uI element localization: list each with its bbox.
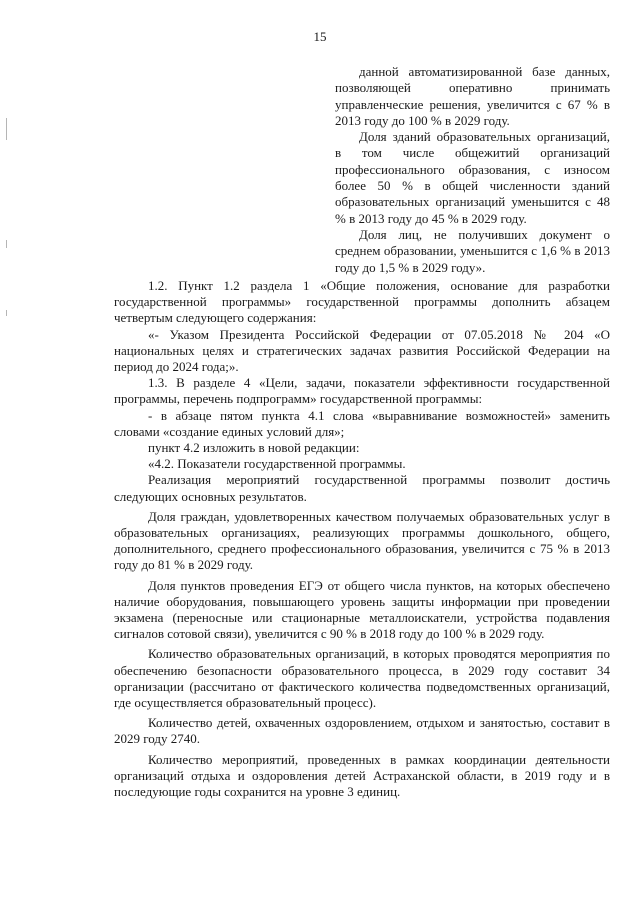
paragraph: Доля лиц, не получивших документ о среднем образовании, уменьшится с 1,6 % в 2013 году до 1,5 % в 2029 году». (335, 226, 610, 275)
paragraph: данной автоматизированной базе данных, позволяющей оперативно принимать управленческие решения, увеличится с 67 % в 2013 году до 100 % в 2029 году. (335, 64, 610, 128)
paragraph: 1.2. Пункт 1.2 раздела 1 «Общие положения, основание для разработки государственной программы» государственной программы дополнить абзацем четвертым следующего содержания: (114, 278, 610, 326)
paragraph: Реализация мероприятий государственной программы позволит достичь следующих основных результатов. (114, 472, 610, 504)
paragraph: «4.2. Показатели государственной программы. (148, 456, 406, 472)
scan-mark (6, 118, 7, 140)
paragraph: Количество образовательных организаций, в которых проводятся мероприятия по обеспечению безопасности образовательного процесса, в 2029 году составит 34 организации (рассчитано от фактического количества подведомственных организаций, где осуществляется образовательный процесс). (114, 646, 610, 711)
page-number: 15 (313, 29, 327, 44)
scan-mark (6, 240, 7, 248)
paragraph: Доля пунктов проведения ЕГЭ от общего числа пунктов, на которых обеспечено наличие оборудования, повышающего уровень защиты информации при проведении экзамена (переносные или стационарные металлоискатели, устройства подавления сигналов сотовой связи), увеличится с 90 % в 2018 году до 100 % в 2029 году. (114, 577, 610, 642)
main-text-body (114, 278, 610, 800)
paragraph: «- Указом Президента Российской Федерации от 07.05.2018 № 204 «О национальных целях и стратегических задачах развития Российской Федерации на период до 2024 года;». (114, 326, 610, 375)
paragraph: пункт 4.2 изложить в новой редакции: (148, 440, 360, 456)
paragraph: Доля граждан, удовлетворенных качеством получаемых образовательных услуг в образовательных организациях, реализующих программы дошкольного, общего, дополнительного, среднего профессионального образования, увеличится с 75 % в 2013 году до 81 % в 2029 году. (114, 508, 610, 573)
scan-mark (6, 310, 7, 316)
paragraph: Доля зданий образовательных организаций, в том числе общежитий организаций профессионального образования, с износом более 50 % в общей численности зданий образовательных организаций уменьшится с 48 % в 2013 году до 45 % в 2029 году. (335, 129, 610, 226)
paragraph: 1.3. В разделе 4 «Цели, задачи, показатели эффективности государственной программы, перечень подпрограмм» государственной программы: (114, 375, 610, 407)
paragraph: - в абзаце пятом пункта 4.1 слова «выравнивание возможностей» заменить словами «создание единых условий для»; (114, 407, 610, 439)
paragraph: Количество детей, охваченных оздоровлением, отдыхом и занятостью, составит в 2029 году 2740. (114, 715, 610, 747)
continued-text-block (335, 64, 610, 276)
paragraph: Количество мероприятий, проведенных в рамках координации деятельности организаций отдыха и оздоровления детей Астраханской области, в 2019 году и в последующие годы сохранится на уровне 3 единиц. (114, 751, 610, 800)
